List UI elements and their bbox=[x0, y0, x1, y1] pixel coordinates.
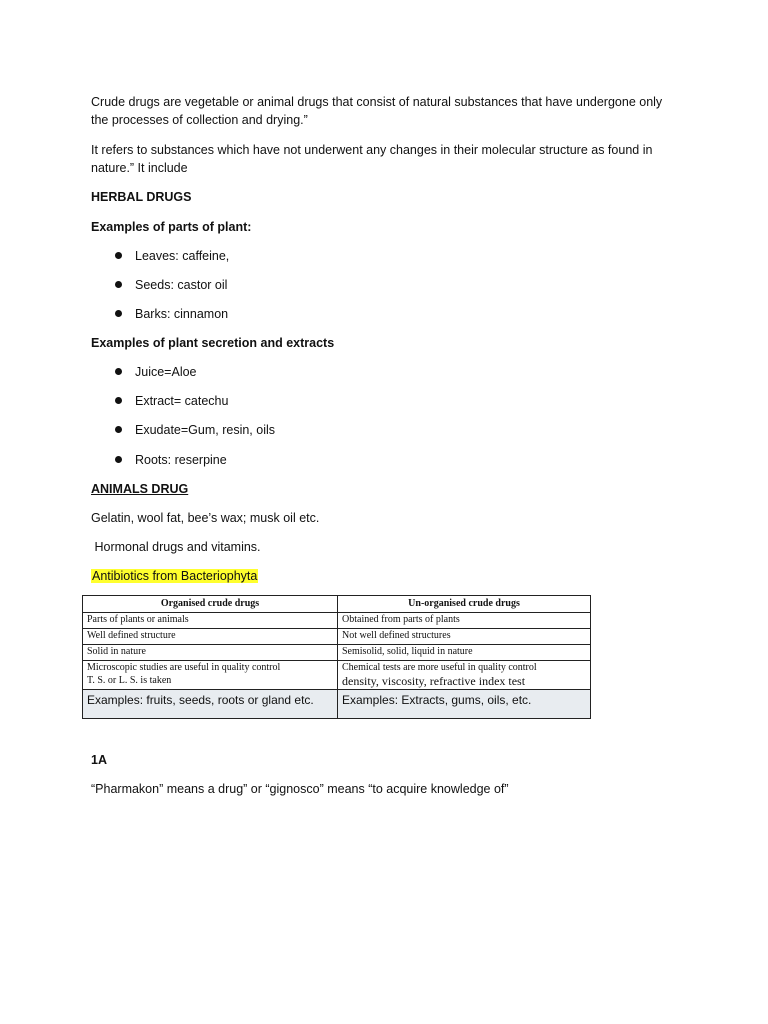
animal-drugs-examples: Gelatin, wool fat, bee’s wax; musk oil etc. bbox=[91, 511, 320, 525]
cell-line: Microscopic studies are useful in quality control bbox=[87, 662, 281, 673]
parts-of-plant-heading: Examples of parts of plant: bbox=[91, 220, 252, 234]
plant-secretion-heading: Examples of plant secretion and extracts bbox=[91, 336, 335, 350]
antibiotics-line bbox=[91, 567, 258, 585]
bullet-icon bbox=[115, 368, 122, 375]
animals-drug-heading: ANIMALS DRUG bbox=[91, 482, 189, 496]
bullet-icon bbox=[115, 281, 122, 288]
section-1a-label: 1A bbox=[91, 753, 107, 767]
table-cell: Semisolid, solid, liquid in nature bbox=[338, 645, 591, 661]
cell-line: T. S. or L. S. is taken bbox=[87, 675, 172, 686]
header-unorganised: Un-organised crude drugs bbox=[338, 596, 591, 613]
table-cell: Examples: fruits, seeds, roots or gland etc. bbox=[83, 690, 338, 719]
hormonal-drugs-line: Hormonal drugs and vitamins. bbox=[91, 540, 261, 554]
table-cell: Solid in nature bbox=[83, 645, 338, 661]
crude-drugs-comparison-table bbox=[82, 595, 591, 719]
bullet-icon bbox=[115, 310, 122, 317]
highlighted-text: Antibiotics from Bacteriophyta bbox=[92, 569, 258, 583]
bullet-icon bbox=[115, 252, 122, 259]
list-item: Barks: cinnamon bbox=[135, 307, 229, 321]
list-item: Exudate=Gum, resin, oils bbox=[135, 423, 275, 437]
intro-paragraph-2-line-2: nature.” It include bbox=[91, 161, 188, 175]
table-row bbox=[83, 613, 591, 629]
bullet-icon bbox=[115, 397, 122, 404]
table-row bbox=[83, 645, 591, 661]
list-item: Seeds: castor oil bbox=[135, 278, 228, 292]
list-item: Extract= catechu bbox=[135, 394, 229, 408]
table-header-row bbox=[83, 596, 591, 613]
table-row bbox=[83, 629, 591, 645]
herbal-drugs-heading: HERBAL DRUGS bbox=[91, 190, 192, 204]
table-cell: Well defined structure bbox=[83, 629, 338, 645]
table-cell: Obtained from parts of plants bbox=[338, 613, 591, 629]
intro-paragraph-2-line-1: It refers to substances which have not underwent any changes in their molecular structure as found in bbox=[91, 143, 653, 157]
intro-paragraph-1-line-1: Crude drugs are vegetable or animal drugs that consist of natural substances that have undergone only bbox=[91, 95, 663, 109]
table-cell bbox=[338, 661, 591, 690]
table-cell: Examples: Extracts, gums, oils, etc. bbox=[338, 690, 591, 719]
table-examples-row bbox=[83, 690, 591, 719]
bullet-icon bbox=[115, 456, 122, 463]
section-1a-text: “Pharmakon” means a drug” or “gignosco” means “to acquire knowledge of” bbox=[91, 782, 509, 796]
cell-line: Chemical tests are more useful in quality control bbox=[342, 662, 537, 673]
bullet-icon bbox=[115, 426, 122, 433]
list-item: Leaves: caffeine, bbox=[135, 249, 230, 263]
header-organised: Organised crude drugs bbox=[83, 596, 338, 613]
list-item: Juice=Aloe bbox=[135, 365, 197, 379]
list-item: Roots: reserpine bbox=[135, 453, 227, 467]
table-cell: Parts of plants or animals bbox=[83, 613, 338, 629]
intro-paragraph-1-line-2: the processes of collection and drying.” bbox=[91, 113, 308, 127]
table-cell: Not well defined structures bbox=[338, 629, 591, 645]
cell-line: density, viscosity, refractive index test bbox=[342, 674, 526, 688]
table-cell bbox=[83, 661, 338, 690]
table-row bbox=[83, 661, 591, 690]
